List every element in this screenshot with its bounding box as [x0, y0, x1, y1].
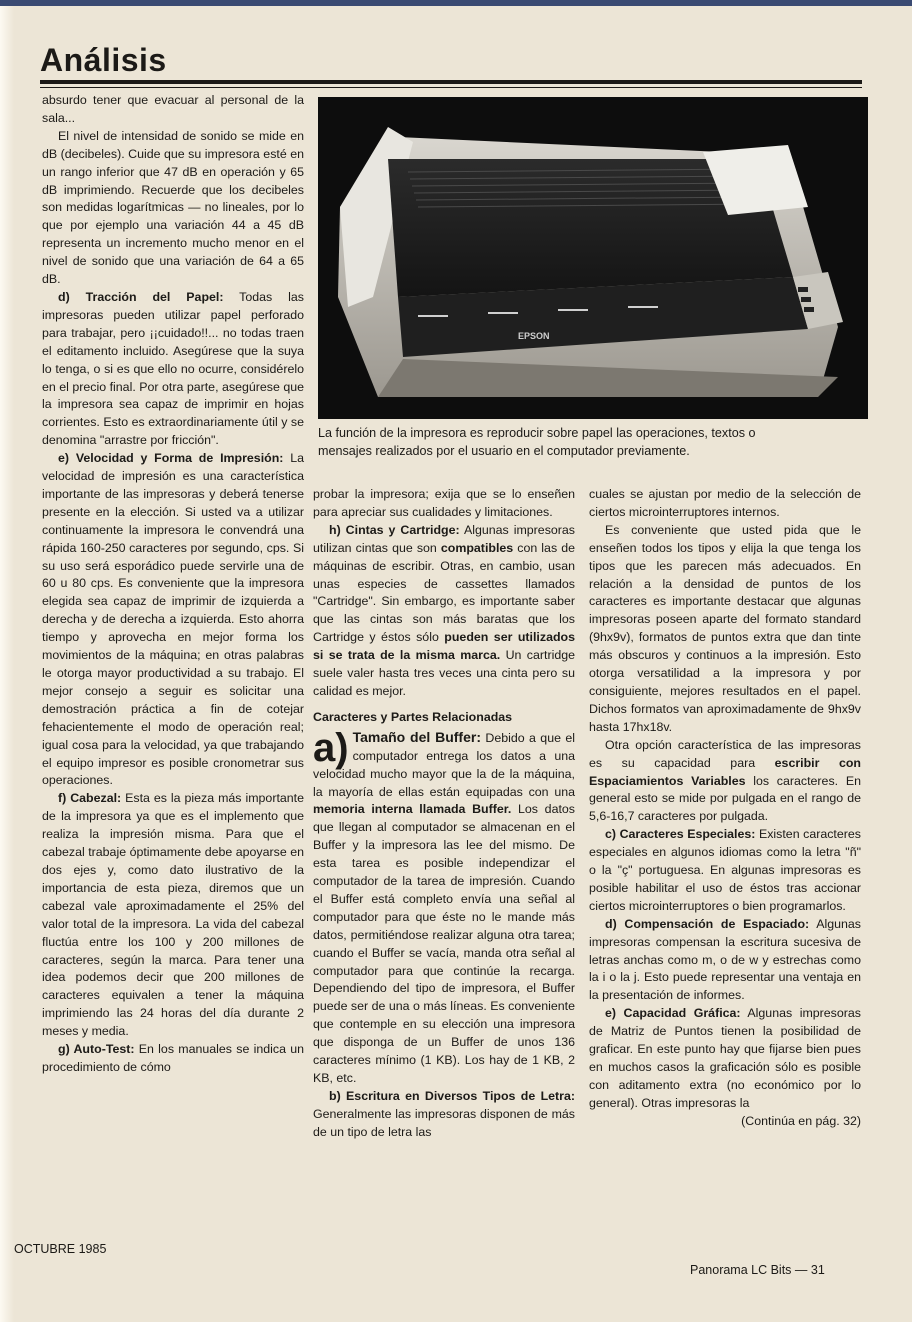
paragraph [589, 737, 861, 827]
drop-cap: a) [313, 725, 349, 770]
paragraph-text: Un cartridge suele valer hasta tres veces una cinta pero su calidad es mejor. [313, 648, 575, 698]
paragraph-text: Algunas impresoras compensan la escritura sucesiva de letras anchas como m, o de w y estrechas como la i o la j. Esto puede representar una ventaja en la presentación de informes. [589, 916, 861, 1003]
paragraph: cuales se ajustan por medio de la selección de ciertos microinterruptores internos. [589, 487, 861, 519]
printer-illustration [318, 97, 868, 419]
paragraph: El nivel de intensidad de sonido se mide en dB (decibeles). Cuide que su impresora esté en un rango inferior que 47 dB en operación y 65 dB imprimiendo. Recuerde que los decibeles son medidas logarítmicas — no lineales, por lo que por ejemplo una variación 44 a 45 dB representa un incremento mucho menor en el nivel de sonido que una variación de 64 a 65 dB. [42, 128, 304, 287]
paragraph-text: Esta es la pieza más importante de la impresora ya que es el implemento que realiza la impresión misma. Para que el cabezal trabaje óptimamente debe apoyarse en dos ejes y, como dato ilustrativo de la importancia de esta pieza, diremos que un cabezal vale aproximadamente el 25% del valor total de la impresora. La vida del cabezal fluctúa entre los 100 y 200 millones de caracteres, según la marca. Para tener una idea podemos decir que 200 millones de caracteres equivalen a tener la máquina imprimiendo las 24 horas del día durante 2 meses y media. [42, 791, 305, 1039]
paragraph: Es conveniente que usted pida que le enseñen todos los tipos y elija la que tenga los tipos que les parecen más adecuados. En relación a la densidad de puntos de los caracteres es importante destacar que algunas impresoras poseen aparte del formato standard (9hx9v), formatos de puntos extra que dan tinte más obscuros y continuos a la impresión. Esto otorga versatilidad a la impresora y por consiguiente, mejores resultados en el papel. Dichos formatos van aproximadamente de 9hx9v hasta 17hx18v. [589, 522, 861, 734]
paragraph-text: La velocidad de impresión es una característica importante de las impresoras y deberá tenerse presente en la elección. Si usted va a utilizar continuamente la impresora le convendrá una rápida 160-250 caracteres por segundo, cps. Si su uso será esporádico puede servirle una de 60 u 80 cps. Es conveniente que la impresora elegida sea capaz de imprimir de izquierda a derecha y de derecha a izquierda. Esto ahorra tiempo y aprovecha en mejor forma los movimientos de la máquina; en otras palabras le otorga mayor productividad a su trabajo. El mejor consejo a seguir es solicitar una demostración práctica a fin de cotejar fehacientemente el modo de operación real; igual cosa para la velocidad, ya que trabajando el equipo impresor es posible cronometrar sus operaciones. [42, 451, 304, 788]
emphasis: compatibles [440, 540, 514, 555]
paragraph [589, 916, 861, 1006]
emphasis: memoria interna llamada Buffer. [313, 802, 512, 817]
paragraph [589, 826, 861, 916]
paragraph-text: Algunas impresoras de Matriz de Puntos tienen la posibilidad de graficar. En este punto hay que fijarse bien pues en muchos casos la graficación sólo es posible con aditamento extra (no económico por lo general). Otras impresoras la [589, 1006, 861, 1110]
paragraph-label: b) Escritura en Diversos Tipos de Letra: [329, 1088, 575, 1103]
subheading: Caracteres y Partes Relacionadas [313, 709, 513, 724]
paragraph-text: Algunas impresoras utilizan cintas que son [313, 522, 575, 555]
top-strip [0, 0, 912, 6]
section-title: Análisis [40, 42, 167, 78]
paragraph-label: d) Compensación de Espaciado: [605, 916, 810, 931]
paragraph [42, 450, 304, 790]
paragraph [42, 790, 304, 1041]
paragraph [589, 1005, 861, 1112]
paragraph: probar la impresora; exija que se lo enseñen para apreciar sus cualidades y limitaciones. [313, 487, 575, 519]
header-rule-thin [40, 87, 862, 88]
page-number: Panorama LC Bits — 31 [690, 1263, 825, 1277]
paragraph-text: En los manuales se indica un procedimiento de cómo [42, 1042, 304, 1074]
paragraph-text: Debido a que el computador entrega los datos a una velocidad mucho mayor que la de la máquina, la mayoría de ellas están equipadas con una [313, 730, 576, 799]
paragraph-text: los caracteres. En general esto se mide por pulgada en el rango de 5,6-16,7 caracteres por pulgada. [589, 773, 861, 824]
emphasis: escribir con Espaciamientos Variables [589, 755, 862, 788]
text-column-2 [313, 486, 575, 1142]
paragraph [42, 1041, 304, 1077]
text-column-3 [589, 486, 861, 1131]
paragraph-label: f) Cabezal: [58, 791, 122, 806]
paragraph-label: g) Auto-Test: [58, 1042, 135, 1057]
text-column-1 [42, 92, 304, 1077]
emphasis: pueden ser utilizados si se trata de la misma marca. [313, 630, 575, 663]
paragraph [313, 1088, 575, 1142]
printer-photo [318, 97, 868, 419]
paragraph-text: Existen caracteres especiales en algunos idiomas como la letra "ñ" o la "ç" portuguesa. En algunas impresoras es posible habilitar el uso de éstos tras accionar ciertos microinterruptores o bien programarlos. [589, 827, 861, 913]
paragraph [42, 289, 304, 450]
paragraph-text: Generalmente las impresoras disponen de más de un tipo de letra las [313, 1106, 575, 1139]
continuation-note: (Continúa en pág. 32) [741, 1113, 861, 1128]
paragraph-label: e) Capacidad Gráfica: [605, 1006, 741, 1021]
paragraph-label: e) Velocidad y Forma de Impresión: [58, 451, 284, 466]
paragraph-label: d) Tracción del Papel: [58, 289, 224, 304]
photo-caption: La función de la impresora es reproducir sobre papel las operaciones, textos o mensajes realizados por el usuario en el computador previamente. [318, 426, 756, 458]
header-rule [40, 80, 862, 84]
paragraph-text: Otra opción característica de las impresoras es su capacidad para [589, 737, 861, 770]
paragraph-text: con las de máquinas de escribir. Otras, en cambio, usan unas especies de cassettes llamados "Cartridge". Sin embargo, es importante saber que las cintas son más baratas que los Cartridge y éstos sólo [313, 540, 575, 645]
paragraph-label: h) Cintas y Cartridge: [329, 522, 460, 537]
page-edge [0, 0, 14, 1322]
issue-date: OCTUBRE 1985 [14, 1242, 107, 1256]
paragraph-text: Todas las impresoras pueden utilizar papel perforado para trabajar, pero ¡¡cuidado!!... no todas traen el editamento incluido. Asegúrese que la suya lo tenga, o si es que ello no ocurre, considérelo en el precio final. Por otra parte, asegúrese que la impresora sea capaz de imprimir en hojas corrientes. Esto es extraordinariamente útil y se denomina "arrastre por fricción". [42, 289, 304, 448]
paragraph-label: Tamaño del Buffer: [352, 728, 481, 745]
paragraph: absurdo tener que evacuar al personal de la sala... [42, 93, 304, 125]
paragraph [313, 522, 575, 701]
printer-brand-label: EPSON [518, 331, 550, 341]
paragraph [313, 725, 576, 1088]
paragraph-label: c) Caracteres Especiales: [605, 827, 756, 842]
paragraph-text: Los datos que llegan al computador se almacenan en el Buffer y la impresora las lee del mismo. De esta tarea es posible independizar el computador de la tarea de impresión. Cuando el Buffer está completo envía una señal al computador para que éste no le mande más datos, permitiéndose realizar alguna otra tarea; cuando el Buffer se vacía, manda otra señal al computador para que continúe la recarga. Dependiendo del tipo de impresora, el Buffer puede ser de una o más líneas. Es conveniente que contemple en su elección una impresora que disponga de un Buffer de unos 136 caracteres mínimo (1 KB). Los hay de 1 KB, 2 KB, etc. [313, 802, 575, 1085]
